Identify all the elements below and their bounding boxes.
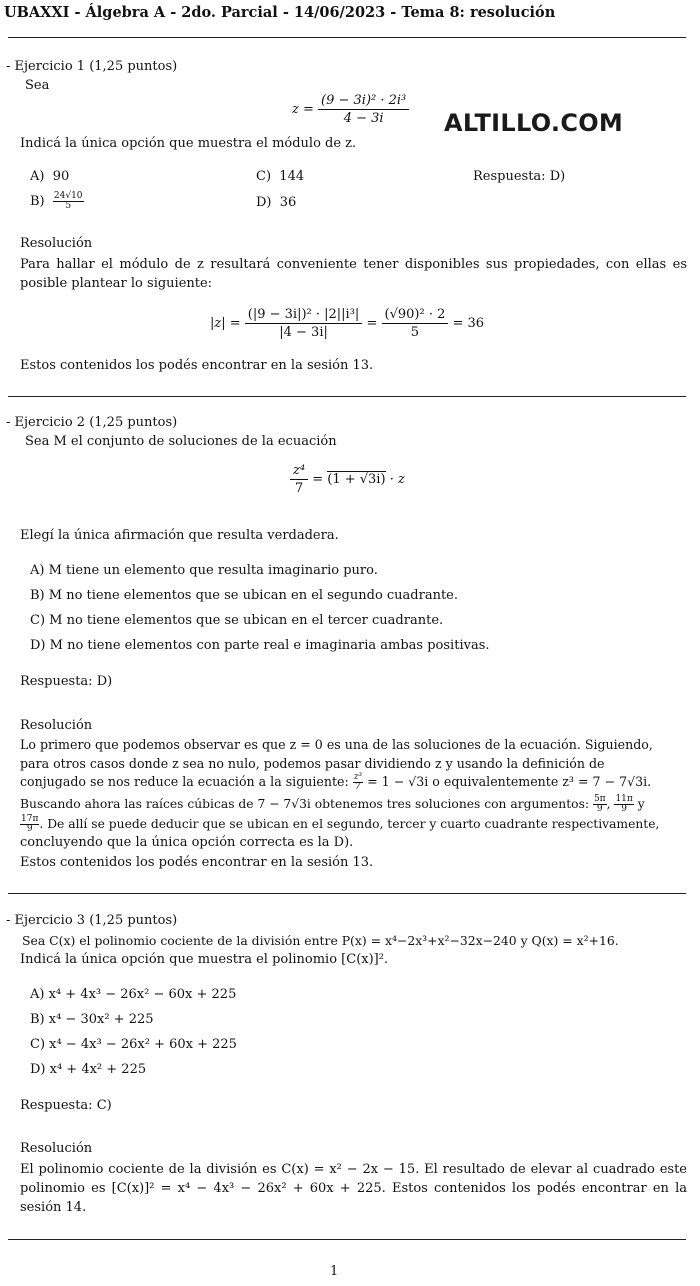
ex3-divider: [8, 1239, 686, 1240]
ex2-res-line-2: para otros casos donde z sea no nulo, podemos pasar dividiendo z y usando la definición de: [20, 756, 605, 771]
ex3-option-d: D) x⁴ + 4x² + 225: [30, 1062, 147, 1077]
page-number: 1: [330, 1264, 339, 1279]
ex1-prompt: Indicá la única opción que muestra el módulo de z.: [20, 136, 357, 151]
ex2-res-line-4: [20, 795, 645, 814]
ex1-option-b: [30, 192, 84, 211]
ex2-arg-1-num: 5π: [593, 794, 606, 804]
ex2-arg-1: [593, 795, 607, 814]
ex1-title: - Ejercicio 1 (1,25 puntos): [6, 59, 178, 74]
ex1-calc-fraction-2: [382, 306, 449, 341]
page-header: UBAXXI - Álgebra A - 2do. Parcial - 14/06/2023 - Tema 8: resolución: [4, 4, 556, 21]
ex1-divider: [8, 396, 686, 397]
ex2-arg-1-den: 9: [596, 804, 603, 814]
ex2-intro: Sea M el conjunto de soluciones de la ecuación: [25, 434, 337, 449]
ex2-arg-3-den: 9: [26, 824, 33, 834]
ex3-option-c: C) x⁴ − 4x³ − 26x² + 60x + 225: [30, 1037, 237, 1052]
ex1-option-b-key: B): [30, 194, 45, 209]
ex1-eq-lhs: z =: [292, 102, 314, 117]
ex2-eq-tail: · z: [389, 472, 405, 487]
watermark-logo: ALTILLO.COM: [444, 109, 624, 137]
ex1-sea: Sea: [25, 78, 50, 93]
ex1-equation: [292, 92, 409, 127]
ex3-title: - Ejercicio 3 (1,25 puntos): [6, 913, 178, 928]
ex1-calculation: [210, 306, 484, 341]
ex2-arg-sep-y: y: [637, 797, 645, 811]
ex1-option-b-fraction: [53, 192, 84, 211]
ex1-calc-lhs: |z| =: [210, 316, 241, 331]
ex2-arg-3: [20, 815, 39, 834]
ex1-option-b-num: 24√10: [53, 191, 83, 201]
ex1-calc-equals: =: [366, 316, 378, 331]
header-divider: [8, 37, 686, 38]
ex3-prompt: Indicá la única opción que muestra el polinomio [C(x)]².: [20, 952, 389, 967]
ex1-calc-den-2: 5: [410, 325, 420, 340]
ex2-res-line-4a: Buscando ahora las raíces cúbicas de 7 − 7√3i obtenemos tres soluciones con argumentos:: [20, 797, 590, 811]
ex3-answer: Respuesta: C): [20, 1098, 112, 1113]
ex2-prompt: Elegí la única afirmación que resulta verdadera.: [20, 528, 339, 543]
ex3-resolution-title: Resolución: [20, 1141, 93, 1156]
ex2-eq-conjugate: (1 + √3i): [327, 472, 386, 487]
ex3-option-a: A) x⁴ + 4x³ − 26x² − 60x + 225: [30, 987, 237, 1002]
ex1-option-a-key: A): [30, 169, 45, 184]
ex2-footer: Estos contenidos los podés encontrar en la sesión 13.: [20, 855, 374, 870]
ex1-calc-den-1: |4 − 3i|: [279, 325, 328, 340]
ex2-option-a: A) M tiene un elemento que resulta imaginario puro.: [30, 563, 378, 578]
ex1-eq-numerator: (9 − 3i)² · 2i³: [318, 92, 409, 110]
ex1-resolution-title: Resolución: [20, 236, 93, 251]
ex1-option-b-den: 5: [65, 201, 72, 211]
ex2-arg-2-num: 11π: [615, 794, 633, 804]
ex2-divider: [8, 893, 686, 894]
ex2-arg-2: [614, 795, 633, 814]
ex2-equation: [290, 462, 405, 497]
ex1-calc-fraction-1: [245, 306, 363, 341]
ex1-footer: Estos contenidos los podés encontrar en la sesión 13.: [20, 358, 374, 373]
ex1-option-c: [256, 169, 304, 184]
ex1-calc-result: = 36: [452, 316, 485, 331]
ex2-res-line-6: concluyendo que la única opción correcta es la D).: [20, 835, 354, 850]
ex3-intro: Sea C(x) el polinomio cociente de la división entre P(x) = x⁴−2x³+x²−32x−240 y Q(x) = x²+16.: [22, 933, 619, 948]
ex2-option-b: B) M no tiene elementos que se ubican en el segundo cuadrante.: [30, 588, 459, 603]
ex2-option-c: C) M no tiene elementos que se ubican en el tercer cuadrante.: [30, 613, 444, 628]
ex1-calc-num-2: (√90)² · 2: [382, 306, 449, 324]
ex2-title: - Ejercicio 2 (1,25 puntos): [6, 415, 178, 430]
ex2-res-line-3-fraction: [353, 773, 363, 792]
ex2-res-line-3a: conjugado se nos reduce la ecuación a la siguiente:: [20, 774, 349, 789]
ex2-eq-equals: =: [312, 472, 324, 487]
ex2-res-line-5b: . De allí se puede deducir que se ubican en el segundo, tercer y cuarto cuadrante respectivamente,: [39, 817, 660, 831]
ex1-resolution-text: Para hallar el módulo de z resultará conveniente tener disponibles sus propiedades, con ellas es posible plantear lo siguiente:: [20, 257, 687, 291]
ex2-arg-2-den: 9: [621, 804, 627, 814]
ex2-res-line-1: Lo primero que podemos observar es que z = 0 es una de las soluciones de la ecuación. Siguiendo,: [20, 737, 653, 752]
ex1-option-c-value: 144: [279, 169, 305, 184]
ex2-option-d: D) M no tiene elementos con parte real e imaginaria ambas positivas.: [30, 638, 490, 653]
ex2-eq-fraction: [290, 462, 308, 497]
ex1-option-d: [256, 195, 296, 210]
ex2-arg-3-num: 17π: [21, 814, 39, 824]
ex1-option-d-key: D): [256, 195, 272, 210]
ex1-option-c-key: C): [256, 169, 272, 184]
ex2-eq-numerator: z⁴: [290, 462, 308, 480]
ex1-eq-fraction: [318, 92, 409, 127]
ex2-res-frac-den: 7: [355, 782, 361, 792]
ex2-resolution-title: Resolución: [20, 718, 93, 733]
ex2-answer: Respuesta: D): [20, 674, 113, 689]
ex1-answer: Respuesta: D): [473, 169, 566, 184]
ex3-resolution-text: El polinomio cociente de la división es C(x) = x² − 2x − 15. El resultado de elevar al cuadrado este polinomio es [C(x)]² = x⁴ − 4x³ − 26x² + 60x + 225. Estos contenidos los podés encontrar en la sesión 14.: [20, 1162, 687, 1215]
ex2-res-line-3b: = 1 − √3i o equivalentemente z³ = 7 − 7√3i.: [367, 774, 652, 789]
ex1-calc-num-1: (|9 − 3i|)² · |2||i³|: [245, 306, 363, 324]
ex3-option-b: B) x⁴ − 30x² + 225: [30, 1012, 154, 1027]
ex2-res-line-5: [20, 815, 659, 834]
ex2-eq-denominator: 7: [294, 481, 304, 496]
ex2-res-line-3: [20, 773, 651, 792]
ex1-option-a-value: 90: [52, 169, 70, 184]
ex1-option-a: [30, 169, 69, 184]
ex2-res-frac-num: z³: [353, 772, 363, 782]
ex1-eq-denominator: 4 − 3i: [343, 111, 384, 126]
ex1-option-d-value: 36: [279, 195, 297, 210]
ex2-arg-sep-comma: ,: [606, 797, 611, 811]
